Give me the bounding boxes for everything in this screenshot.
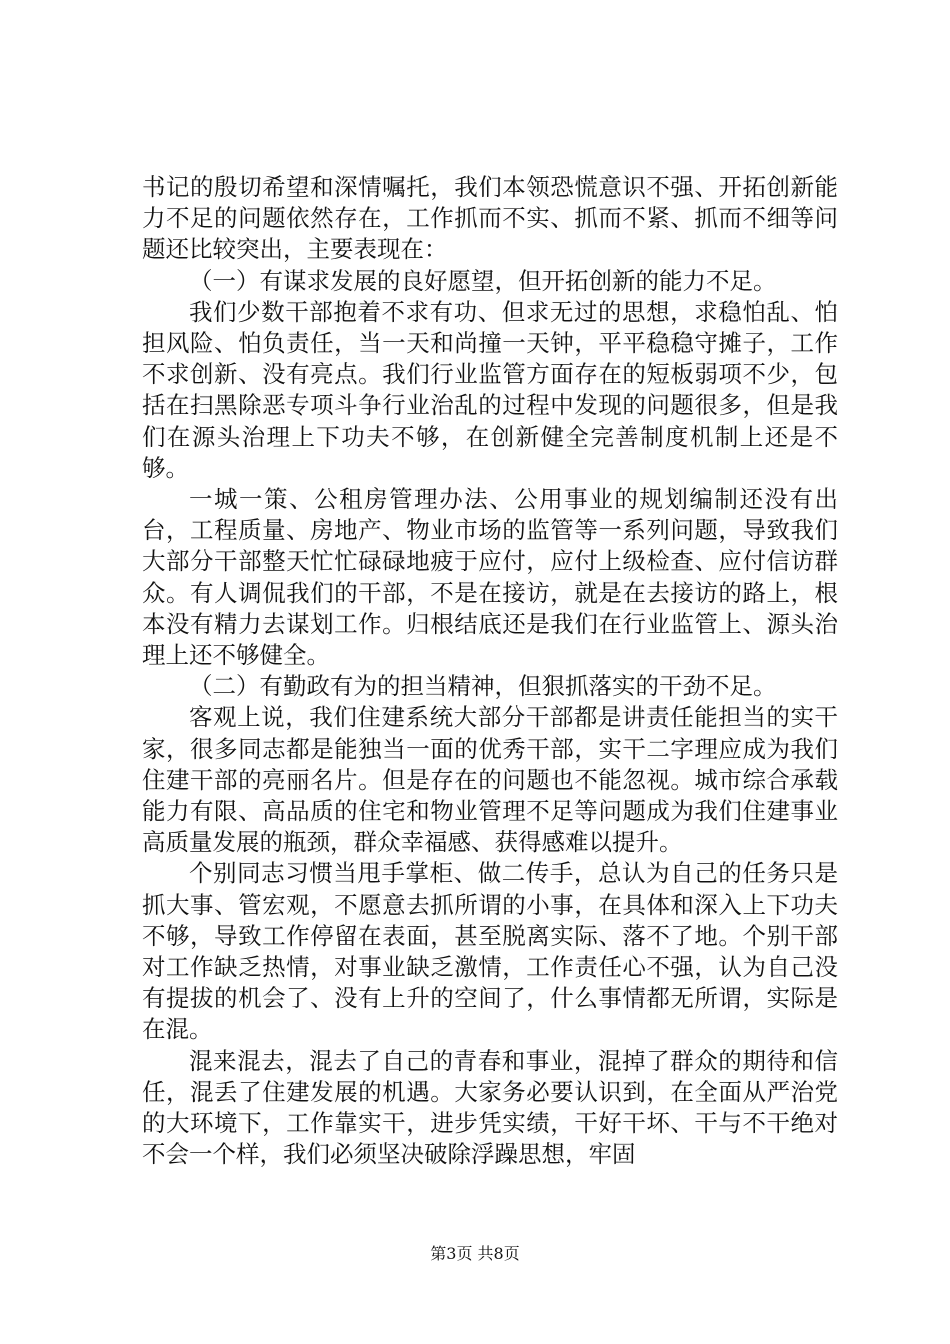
page-footer — [0, 1244, 950, 1264]
paragraph: 混来混去，混去了自己的青春和事业，混掉了群众的期待和信任，混丢了住建发展的机遇。大家务必要认识到，在全面从严治党的大环境下，工作靠实干，进步凭实绩，干好干坏、干与不干绝对不会一个样，我们必须坚决破除浮躁思想，牢固 — [142, 1046, 838, 1169]
paragraph: 个别同志习惯当甩手掌柜、做二传手，总认为自己的任务只是抓大事、管宏观，不愿意去抓所谓的小事，在具体和深入上下功夫不够，导致工作停留在表面，甚至脱离实际、落不了地。个别干部对工作缺乏热情，对事业缺乏激情，工作责任心不强，认为自己没有提拔的机会了、没有上升的空间了，什么事情都无所谓，实际是在混。 — [142, 859, 838, 1044]
paragraph: 一城一策、公租房管理办法、公用事业的规划编制还没有出台，工程质量、房地产、物业市场的监管等一系列问题，导致我们大部分干部整天忙忙碌碌地疲于应付，应付上级检查、应付信访群众。有人调侃我们的干部，不是在接访，就是在去接访的路上，根本没有精力去谋划工作。归根结底还是我们在行业监管上、源头治理上还不够健全。 — [142, 485, 838, 670]
body-text — [142, 172, 838, 1171]
paragraph-continuation: 书记的殷切希望和深情嘱托，我们本领恐慌意识不强、开拓创新能力不足的问题依然存在，工作抓而不实、抓而不紧、抓而不细等问题还比较突出，主要表现在： — [142, 173, 838, 264]
section-heading-2: （二）有勤政有为的担当精神，但狠抓落实的干劲不足。 — [189, 672, 777, 701]
section-heading-1: （一）有谋求发展的良好愿望，但开拓创新的能力不足。 — [189, 266, 777, 295]
paragraph: 我们少数干部抱着不求有功、但求无过的思想，求稳怕乱、怕担风险、怕负责任，当一天和尚撞一天钟，平平稳稳守摊子，工作不求创新、没有亮点。我们行业监管方面存在的短板弱项不少，包括在扫黑除恶专项斗争行业治乱的过程中发现的问题很多，但是我们在源头治理上下功夫不够，在创新健全完善制度机制上还是不够。 — [142, 297, 838, 482]
paragraph: 客观上说，我们住建系统大部分干部都是讲责任能担当的实干家，很多同志都是能独当一面的优秀干部，实干二字理应成为我们住建干部的亮丽名片。但是存在的问题也不能忽视。城市综合承载能力有限、高品质的住宅和物业管理不足等问题成为我们住建事业高质量发展的瓶颈，群众幸福感、获得感难以提升。 — [142, 703, 838, 857]
page-number: 第3页 共8页 — [430, 1244, 520, 1263]
